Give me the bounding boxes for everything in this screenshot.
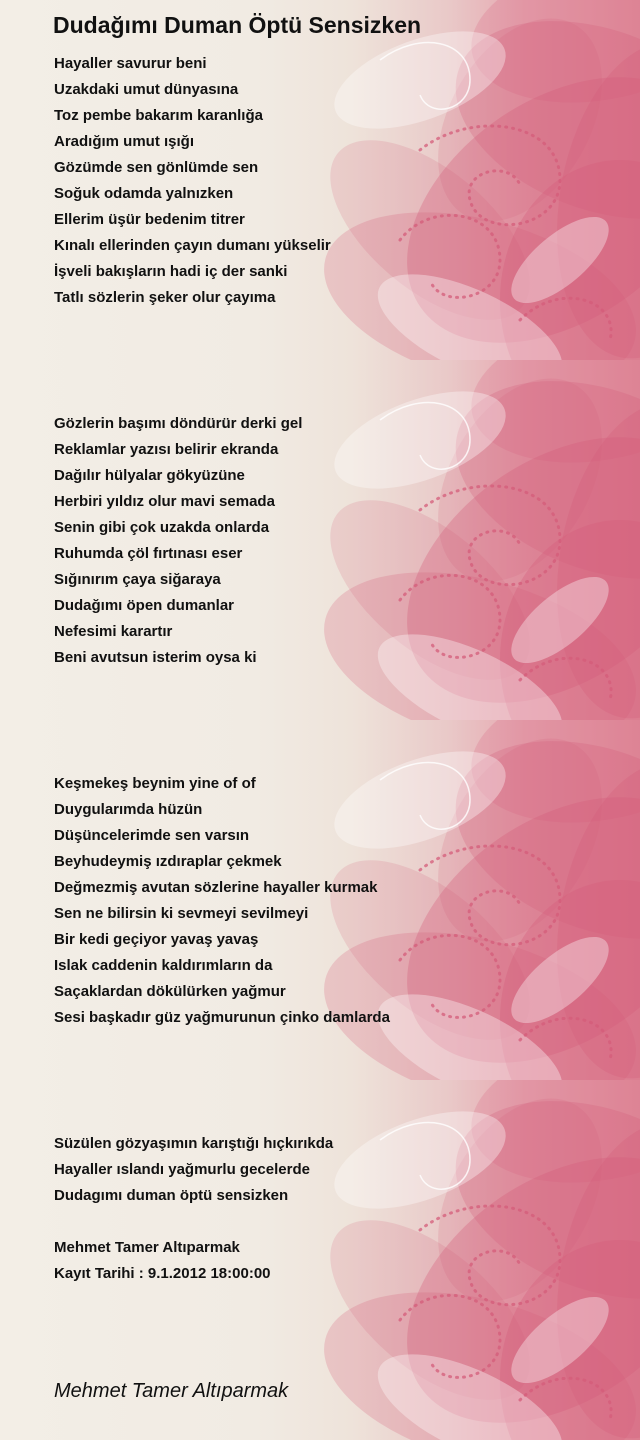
poem-line: Duygularımda hüzün	[54, 801, 203, 818]
stanza-2	[54, 411, 302, 671]
poem-line: Keşmekeş beynim yine of of	[54, 775, 256, 792]
poem-line: Beyhudeymiş ızdıraplar çekmek	[54, 853, 282, 870]
poem-line: Bir kedi geçiyor yavaş yavaş	[54, 931, 259, 948]
poem-line: Uzakdaki umut dünyasına	[54, 81, 239, 98]
stanza-4	[54, 1131, 333, 1209]
poem-line: Ellerim üşür bedenim titrer	[54, 211, 245, 228]
poem-line: Reklamlar yazısı belirir ekranda	[54, 441, 279, 458]
poem-line: Islak caddenin kaldırımların da	[54, 957, 273, 974]
poem-line: Soğuk odamda yalnızken	[54, 185, 234, 202]
poem-line: Düşüncelerimde sen varsın	[54, 827, 250, 844]
poem-line: İşveli bakışların hadi iç der sanki	[54, 263, 288, 280]
poem-line: Değmezmiş avutan sözlerine hayaller kurmak	[54, 879, 378, 896]
stanza-3	[54, 771, 390, 1031]
poem-line: Gözlerin başımı döndürür derki gel	[54, 415, 303, 432]
poem-line: Tatlı sözlerin şeker olur çayıma	[54, 289, 276, 306]
poem-line: Hayaller ıslandı yağmurlu gecelerde	[54, 1161, 310, 1178]
poem-line: Saçaklardan dökülürken yağmur	[54, 983, 286, 1000]
poem-line: Sen ne bilirsin ki sevmeyi sevilmeyi	[54, 905, 309, 922]
poem-line: Hayaller savurur beni	[54, 55, 207, 72]
poem-line: Nefesimi karartır	[54, 623, 173, 640]
poem-title: Dudağımı Duman Öptü Sensizken	[53, 12, 422, 38]
stanza-1	[54, 51, 331, 311]
registration-date: Kayıt Tarihi : 9.1.2012 18:00:00	[54, 1265, 271, 1282]
poem-line: Herbiri yıldız olur mavi semada	[54, 493, 275, 510]
poem-line: Kınalı ellerinden çayın dumanı yükselir	[54, 237, 331, 254]
poem-line: Aradığım umut ışığı	[54, 133, 195, 150]
poem-line: Süzülen gözyaşımın karıştığı hıçkırıkda	[54, 1135, 334, 1152]
poem-line: Dudagımı duman öptü sensizken	[54, 1187, 289, 1204]
poem-line: Senin gibi çok uzakda onlarda	[54, 519, 270, 536]
author-name: Mehmet Tamer Altıparmak	[54, 1239, 240, 1256]
poem-line: Beni avutsun isterim oysa ki	[54, 649, 257, 666]
poem-line: Dağılır hülyalar gökyüzüne	[54, 467, 245, 484]
poem-line: Gözümde sen gönlümde sen	[54, 159, 259, 176]
poem-line: Ruhumda çöl fırtınası eser	[54, 545, 243, 562]
poem-line: Sesi başkadır güz yağmurunun çinko damlarda	[54, 1009, 390, 1026]
poem-line: Sığınırım çaya siğaraya	[54, 571, 221, 588]
author-signature: Mehmet Tamer Altıparmak	[54, 1380, 289, 1402]
poem-line: Toz pembe bakarım karanlığa	[54, 107, 263, 124]
poem-line: Dudağımı öpen dumanlar	[54, 597, 235, 614]
